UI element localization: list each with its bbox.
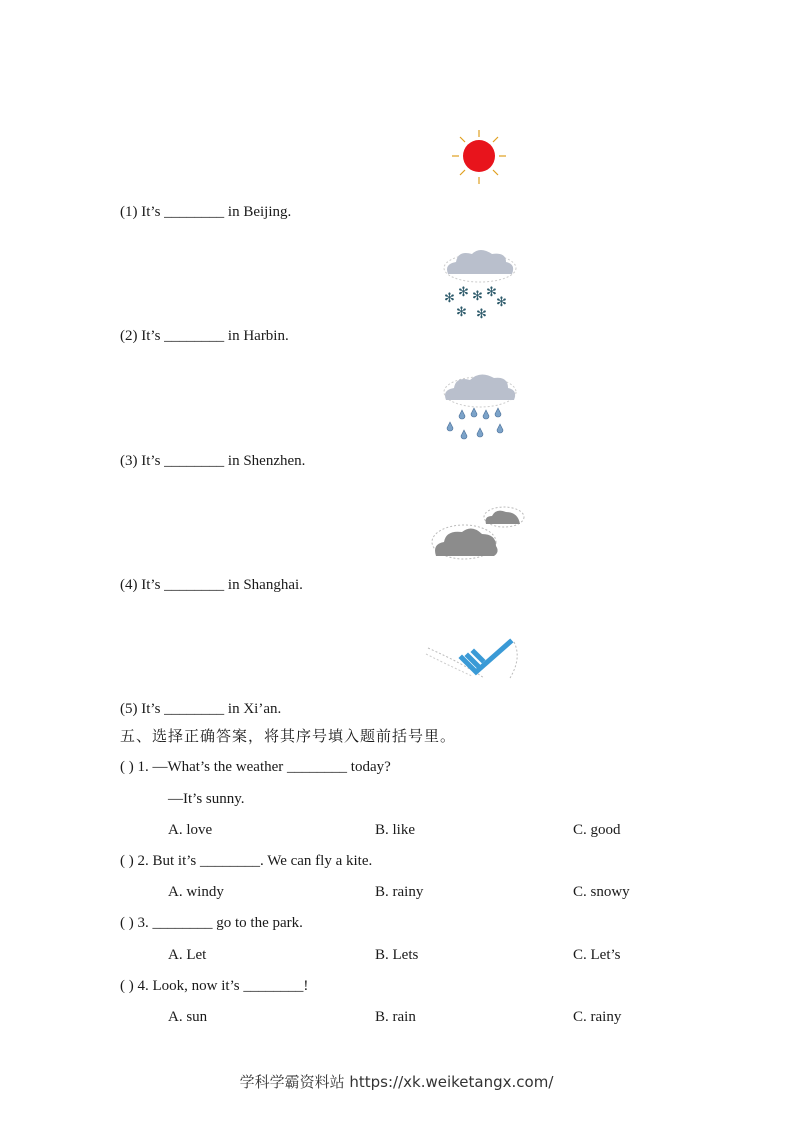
question-3-option-b: B. Lets [375, 947, 419, 963]
question-4-option-a: A. sun [168, 1009, 208, 1025]
footer-watermark: 学科学霸资料站 https://xk.weiketangx.com/ [239, 1073, 554, 1091]
question-4-option-b: B. rain [375, 1009, 416, 1025]
svg-text:✻: ✻ [486, 285, 497, 300]
question-1-option-c: C. good [573, 822, 621, 838]
question-3-stem: ( ) 3. ________ go to the park. [120, 915, 303, 931]
question-1-option-b: B. like [375, 822, 415, 838]
svg-text:✻: ✻ [472, 289, 483, 304]
wind-icon [424, 634, 524, 684]
cloudy-icon [430, 500, 526, 562]
question-1-reply: —It’s sunny. [168, 791, 245, 807]
fill-in-4: (4) It’s ________ in Shanghai. [120, 577, 303, 593]
snow-icon [440, 244, 520, 320]
svg-text:✻: ✻ [496, 295, 507, 310]
svg-text:✻: ✻ [456, 305, 467, 320]
rain-icon [440, 370, 520, 446]
question-2-stem: ( ) 2. But it’s ________. We can fly a kite. [120, 853, 373, 869]
fill-in-1: (1) It’s ________ in Beijing. [120, 204, 292, 220]
fill-in-3: (3) It’s ________ in Shenzhen. [120, 453, 306, 469]
sun-icon [449, 128, 509, 186]
question-1-option-a: A. love [168, 822, 213, 838]
question-2-option-b: B. rainy [375, 884, 424, 900]
fill-in-2: (2) It’s ________ in Harbin. [120, 328, 289, 344]
question-2-option-a: A. windy [168, 884, 224, 900]
question-4-option-c: C. rainy [573, 1009, 622, 1025]
svg-text:✻: ✻ [476, 307, 487, 320]
fill-in-5: (5) It’s ________ in Xi’an. [120, 701, 282, 717]
section-title: 五、选择正确答案，将其序号填入题前括号里。 [120, 727, 457, 745]
svg-text:✻: ✻ [444, 291, 455, 306]
question-3-option-a: A. Let [168, 947, 207, 963]
question-3-option-c: C. Let’s [573, 947, 621, 963]
question-1-stem: ( ) 1. —What’s the weather ________ today? [120, 759, 391, 775]
question-4-stem: ( ) 4. Look, now it’s ________! [120, 978, 309, 994]
question-2-option-c: C. snowy [573, 884, 630, 900]
svg-text:✻: ✻ [458, 285, 469, 300]
